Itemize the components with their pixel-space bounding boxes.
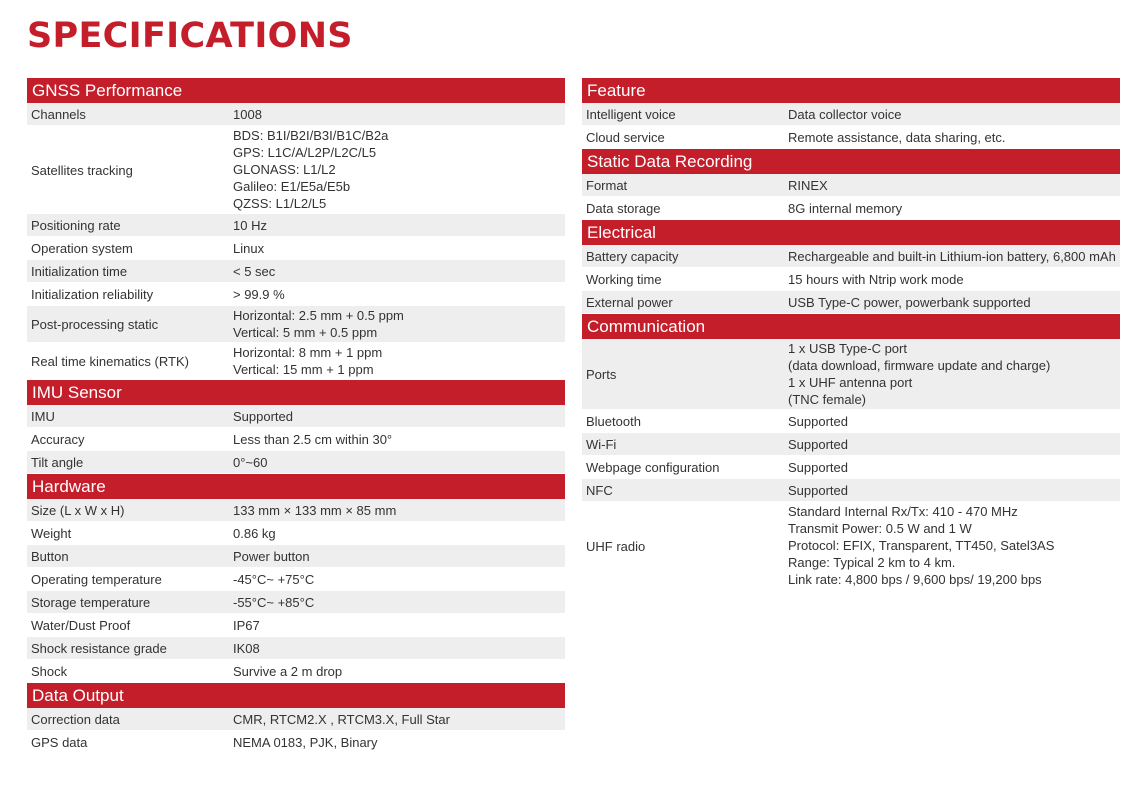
spec-value-line: IK08 bbox=[233, 641, 260, 656]
spec-row bbox=[582, 479, 1120, 502]
spec-value bbox=[784, 456, 1120, 479]
spec-value-line: 10 Hz bbox=[233, 218, 267, 233]
right-spec-column bbox=[582, 78, 1120, 590]
spec-table-communication bbox=[582, 339, 1120, 590]
spec-value-line: Vertical: 15 mm + 1 ppm bbox=[233, 362, 374, 377]
spec-value-line: NEMA 0183, PJK, Binary bbox=[233, 735, 378, 750]
spec-row bbox=[27, 343, 565, 380]
spec-value bbox=[784, 291, 1120, 314]
section-header-gnss-performance: GNSS Performance bbox=[27, 78, 565, 103]
spec-label: Operation system bbox=[27, 237, 229, 260]
spec-label: Weight bbox=[27, 522, 229, 545]
spec-row bbox=[27, 306, 565, 343]
spec-value bbox=[229, 237, 565, 260]
spec-label: Storage temperature bbox=[27, 591, 229, 614]
spec-value-line: Horizontal: 2.5 mm + 0.5 ppm bbox=[233, 308, 404, 323]
spec-value-line: Transmit Power: 0.5 W and 1 W bbox=[788, 521, 972, 536]
spec-value-line: 1 x UHF antenna port bbox=[788, 375, 913, 390]
spec-value-line: > 99.9 % bbox=[233, 287, 285, 302]
spec-label: Water/Dust Proof bbox=[27, 614, 229, 637]
spec-row bbox=[27, 660, 565, 683]
section-header-electrical: Electrical bbox=[582, 220, 1120, 245]
spec-row bbox=[27, 260, 565, 283]
spec-row bbox=[27, 568, 565, 591]
spec-value bbox=[229, 214, 565, 237]
spec-value-line: (TNC female) bbox=[788, 392, 867, 407]
spec-row bbox=[582, 103, 1120, 126]
spec-value-line: Data collector voice bbox=[788, 107, 902, 122]
spec-row bbox=[27, 614, 565, 637]
spec-value bbox=[784, 197, 1120, 220]
spec-row bbox=[27, 237, 565, 260]
spec-value-line: RINEX bbox=[788, 178, 828, 193]
spec-value bbox=[229, 428, 565, 451]
spec-label: Shock bbox=[27, 660, 229, 683]
spec-label: Post-processing static bbox=[27, 306, 229, 343]
spec-value-line: Linux bbox=[233, 241, 265, 256]
spec-label: Initialization reliability bbox=[27, 283, 229, 306]
spec-value-line: GLONASS: L1/L2 bbox=[233, 162, 336, 177]
spec-label: Working time bbox=[582, 268, 784, 291]
spec-label: Accuracy bbox=[27, 428, 229, 451]
spec-value bbox=[229, 343, 565, 380]
spec-value-line: Less than 2.5 cm within 30° bbox=[233, 432, 393, 447]
spec-label: IMU bbox=[27, 405, 229, 428]
spec-value-line: Supported bbox=[788, 483, 848, 498]
spec-value-line: Supported bbox=[233, 409, 293, 424]
spec-value-line: 8G internal memory bbox=[788, 201, 903, 216]
spec-value bbox=[784, 410, 1120, 433]
spec-row bbox=[27, 283, 565, 306]
spec-label: Ports bbox=[582, 339, 784, 410]
section-header-data-output: Data Output bbox=[27, 683, 565, 708]
spec-value-line: GPS: L1C/A/L2P/L2C/L5 bbox=[233, 145, 377, 160]
spec-row bbox=[27, 214, 565, 237]
spec-label: Shock resistance grade bbox=[27, 637, 229, 660]
spec-value-line: Supported bbox=[788, 460, 848, 475]
spec-table-feature bbox=[582, 103, 1120, 149]
spec-value bbox=[229, 708, 565, 731]
spec-value bbox=[229, 499, 565, 522]
spec-label: Positioning rate bbox=[27, 214, 229, 237]
spec-label: Data storage bbox=[582, 197, 784, 220]
spec-row bbox=[27, 451, 565, 474]
spec-value-line: 1008 bbox=[233, 107, 262, 122]
spec-row bbox=[27, 522, 565, 545]
spec-value bbox=[784, 339, 1120, 410]
spec-label: Format bbox=[582, 174, 784, 197]
spec-row bbox=[27, 499, 565, 522]
spec-value bbox=[229, 660, 565, 683]
spec-label: Operating temperature bbox=[27, 568, 229, 591]
spec-value-line: Supported bbox=[788, 437, 848, 452]
spec-value bbox=[229, 591, 565, 614]
spec-value-line: 15 hours with Ntrip work mode bbox=[788, 272, 964, 287]
spec-label: Correction data bbox=[27, 708, 229, 731]
spec-row bbox=[27, 103, 565, 126]
page-title: SPECIFICATIONS bbox=[27, 16, 353, 56]
spec-value bbox=[229, 731, 565, 754]
spec-value-line: 0°~60 bbox=[233, 455, 268, 470]
spec-value bbox=[229, 126, 565, 214]
spec-label: External power bbox=[582, 291, 784, 314]
spec-label: Wi-Fi bbox=[582, 433, 784, 456]
spec-table-electrical bbox=[582, 245, 1120, 314]
spec-value-line: 1 x USB Type-C port bbox=[788, 341, 907, 356]
spec-value-line: Remote assistance, data sharing, etc. bbox=[788, 130, 1006, 145]
spec-value-line: IP67 bbox=[233, 618, 260, 633]
section-header-imu-sensor: IMU Sensor bbox=[27, 380, 565, 405]
spec-row bbox=[27, 428, 565, 451]
spec-value-line: CMR, RTCM2.X , RTCM3.X, Full Star bbox=[233, 712, 450, 727]
spec-value-line: Supported bbox=[788, 414, 848, 429]
spec-value bbox=[229, 614, 565, 637]
spec-row bbox=[582, 197, 1120, 220]
spec-label: Button bbox=[27, 545, 229, 568]
spec-row bbox=[27, 731, 565, 754]
spec-value bbox=[784, 174, 1120, 197]
spec-label: Cloud service bbox=[582, 126, 784, 149]
spec-label: Bluetooth bbox=[582, 410, 784, 433]
spec-value-line: < 5 sec bbox=[233, 264, 276, 279]
spec-row bbox=[582, 433, 1120, 456]
spec-value-line: USB Type-C power, powerbank supported bbox=[788, 295, 1031, 310]
spec-row bbox=[582, 339, 1120, 410]
spec-row bbox=[27, 708, 565, 731]
spec-row bbox=[582, 126, 1120, 149]
spec-value-line: -55°C~ +85°C bbox=[233, 595, 315, 610]
spec-row bbox=[582, 410, 1120, 433]
spec-value-line: QZSS: L1/L2/L5 bbox=[233, 196, 327, 211]
spec-value bbox=[229, 522, 565, 545]
spec-value-line: Galileo: E1/E5a/E5b bbox=[233, 179, 351, 194]
spec-value bbox=[229, 451, 565, 474]
section-header-feature: Feature bbox=[582, 78, 1120, 103]
spec-row bbox=[27, 545, 565, 568]
spec-value-line: BDS: B1I/B2I/B3I/B1C/B2a bbox=[233, 128, 389, 143]
spec-table-imu-sensor bbox=[27, 405, 565, 474]
spec-label: Tilt angle bbox=[27, 451, 229, 474]
spec-table-hardware bbox=[27, 499, 565, 683]
spec-value bbox=[784, 103, 1120, 126]
spec-label: Channels bbox=[27, 103, 229, 126]
spec-label: Size (L x W x H) bbox=[27, 499, 229, 522]
spec-value-line: -45°C~ +75°C bbox=[233, 572, 315, 587]
spec-value bbox=[784, 502, 1120, 590]
spec-row bbox=[582, 174, 1120, 197]
spec-value-line: Protocol: EFIX, Transparent, TT450, Satel3AS bbox=[788, 538, 1055, 553]
spec-table-gnss-performance bbox=[27, 103, 565, 380]
spec-row bbox=[582, 245, 1120, 268]
spec-value bbox=[229, 568, 565, 591]
section-header-static-data-recording: Static Data Recording bbox=[582, 149, 1120, 174]
spec-label: Webpage configuration bbox=[582, 456, 784, 479]
section-header-hardware: Hardware bbox=[27, 474, 565, 499]
spec-row bbox=[582, 268, 1120, 291]
spec-label: Initialization time bbox=[27, 260, 229, 283]
spec-row bbox=[27, 405, 565, 428]
spec-row bbox=[27, 637, 565, 660]
spec-row bbox=[27, 126, 565, 214]
spec-value-line: Link rate: 4,800 bps / 9,600 bps/ 19,200 bps bbox=[788, 572, 1042, 587]
spec-value-line: Rechargeable and built-in Lithium-ion battery, 6,800 mAh bbox=[788, 249, 1116, 264]
section-header-communication: Communication bbox=[582, 314, 1120, 339]
spec-value-line: 0.86 kg bbox=[233, 526, 276, 541]
spec-value-line: Survive a 2 m drop bbox=[233, 664, 343, 679]
spec-label: Battery capacity bbox=[582, 245, 784, 268]
spec-value bbox=[229, 545, 565, 568]
spec-value bbox=[229, 260, 565, 283]
spec-value-line: Vertical: 5 mm + 0.5 ppm bbox=[233, 325, 378, 340]
spec-value bbox=[229, 103, 565, 126]
spec-table-data-output bbox=[27, 708, 565, 754]
spec-label: Real time kinematics (RTK) bbox=[27, 343, 229, 380]
spec-value bbox=[229, 637, 565, 660]
spec-value bbox=[229, 405, 565, 428]
spec-value-line: Horizontal: 8 mm + 1 ppm bbox=[233, 345, 383, 360]
spec-value bbox=[784, 433, 1120, 456]
spec-value bbox=[784, 126, 1120, 149]
spec-row bbox=[27, 591, 565, 614]
spec-value-line: 133 mm × 133 mm × 85 mm bbox=[233, 503, 397, 518]
spec-value bbox=[784, 245, 1120, 268]
spec-label: Intelligent voice bbox=[582, 103, 784, 126]
spec-value-line: Standard Internal Rx/Tx: 410 - 470 MHz bbox=[788, 504, 1018, 519]
spec-value-line: Range: Typical 2 km to 4 km. bbox=[788, 555, 956, 570]
spec-value bbox=[229, 306, 565, 343]
spec-value bbox=[784, 268, 1120, 291]
spec-row bbox=[582, 502, 1120, 590]
spec-table-static-data-recording bbox=[582, 174, 1120, 220]
left-spec-column bbox=[27, 78, 565, 754]
spec-value bbox=[229, 283, 565, 306]
spec-value-line: Power button bbox=[233, 549, 310, 564]
spec-label: NFC bbox=[582, 479, 784, 502]
spec-value-line: (data download, firmware update and charge) bbox=[788, 358, 1051, 373]
spec-label: Satellites tracking bbox=[27, 126, 229, 214]
spec-label: UHF radio bbox=[582, 502, 784, 590]
spec-value bbox=[784, 479, 1120, 502]
spec-label: GPS data bbox=[27, 731, 229, 754]
spec-row bbox=[582, 291, 1120, 314]
spec-row bbox=[582, 456, 1120, 479]
